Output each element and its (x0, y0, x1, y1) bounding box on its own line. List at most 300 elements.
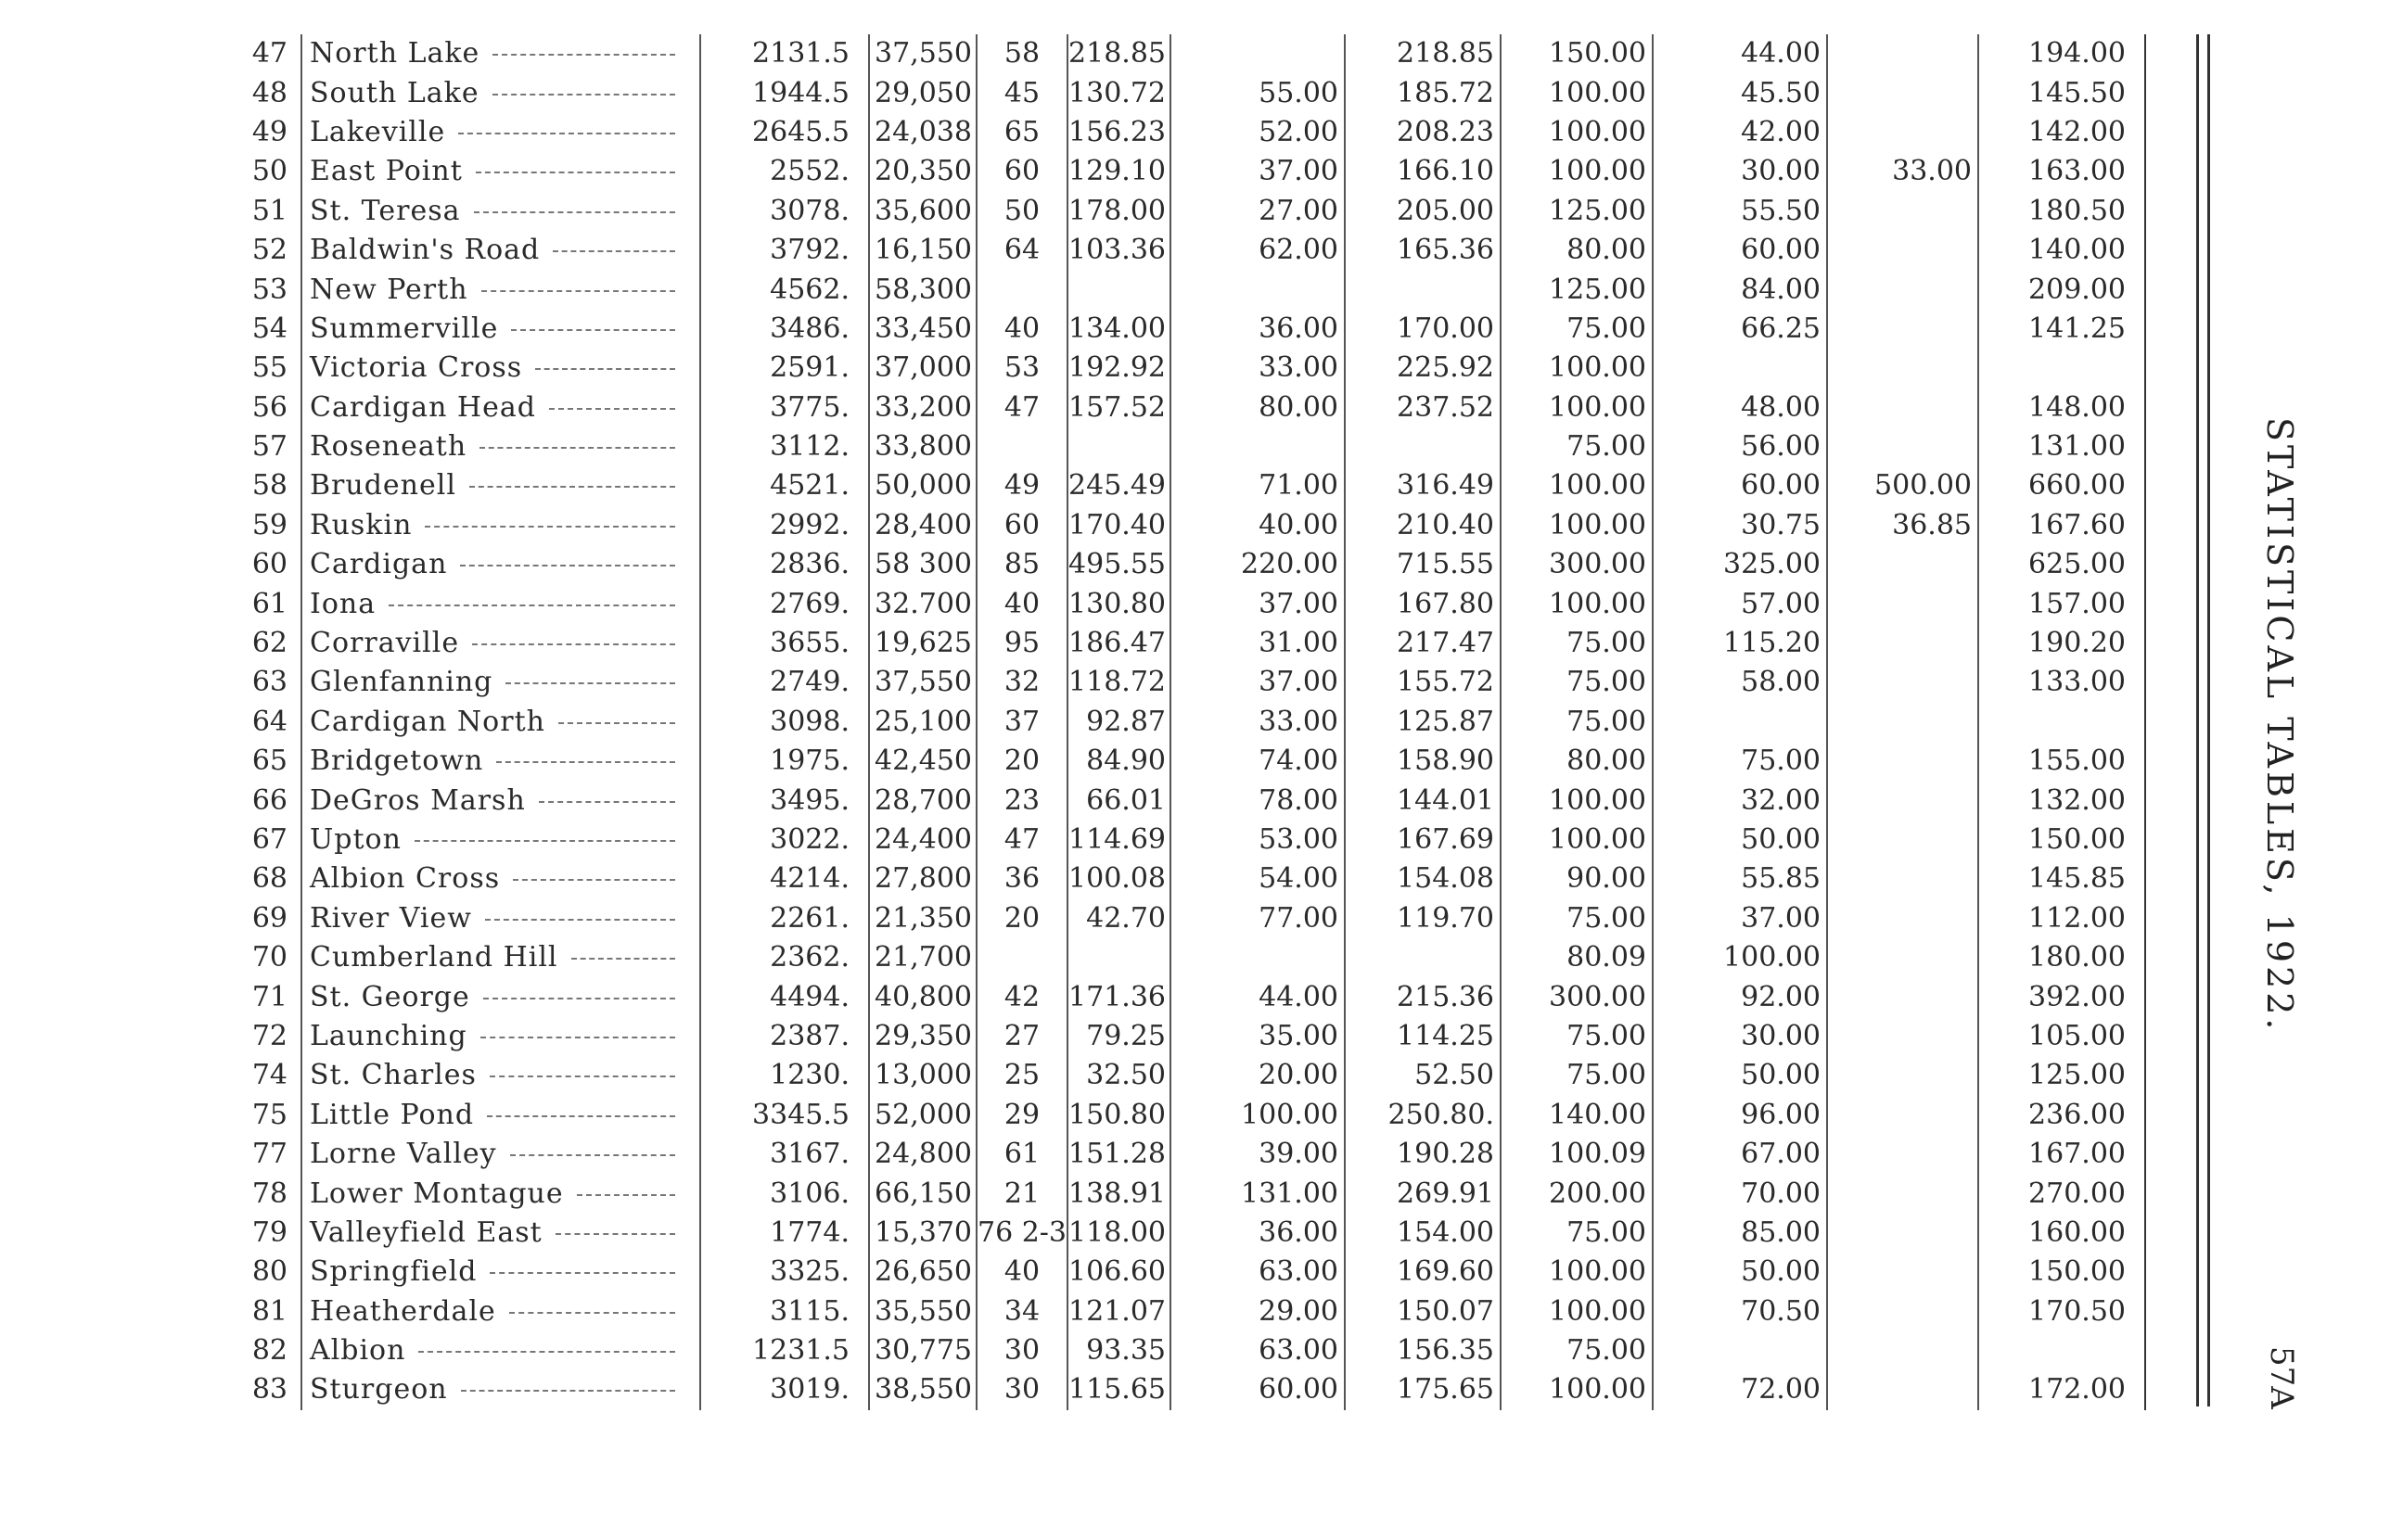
dot-leader (418, 1351, 675, 1353)
col-supplement: 70.00 (1653, 1174, 1827, 1213)
district-name-text: New Perth (310, 273, 468, 306)
col-acres: 2591. (700, 349, 869, 388)
table-row (213, 270, 2145, 309)
dot-leader (460, 565, 675, 566)
col-supplement: 67.00 (1653, 1135, 1827, 1174)
col-rate: 20 (977, 899, 1067, 938)
district-name (301, 821, 700, 859)
col-total-paid: 145.50 (1978, 73, 2145, 112)
col-acres: 1230. (700, 1056, 869, 1095)
row-number: 65 (251, 745, 288, 778)
col-other (1827, 310, 1978, 349)
col-rate: 47 (977, 388, 1067, 427)
district-name-text: Cardigan (310, 548, 448, 581)
col-grant: 62.00 (1170, 231, 1345, 270)
district-name (301, 1292, 700, 1331)
col-acres: 3098. (700, 703, 869, 742)
table-row (213, 1056, 2145, 1095)
table-row (213, 1253, 2145, 1292)
col-other (1827, 821, 1978, 859)
col-total-paid: 141.25 (1978, 310, 2145, 349)
district-name (301, 1214, 700, 1253)
table-row (213, 466, 2145, 505)
district-name-text: Iona (310, 587, 377, 620)
dot-leader (474, 211, 675, 213)
col-other (1827, 1056, 1978, 1095)
col-rate: 53 (977, 349, 1067, 388)
district-name (301, 73, 700, 112)
table-row (213, 34, 2145, 73)
col-total: 166.10 (1345, 152, 1501, 191)
col-total-paid: 112.00 (1978, 899, 2145, 938)
col-other (1827, 270, 1978, 309)
col-other (1827, 977, 1978, 1016)
col-tax: 118.00 (1067, 1214, 1170, 1253)
col-supplement: 48.00 (1653, 388, 1827, 427)
col-acres: 1774. (700, 1214, 869, 1253)
row-number: 47 (251, 37, 288, 70)
col-assessment: 33,800 (869, 427, 977, 466)
col-total (1345, 427, 1501, 466)
col-total: 205.00 (1345, 192, 1501, 231)
district-name-text: River View (310, 901, 472, 935)
col-supplement: 50.00 (1653, 1056, 1827, 1095)
col-tax: 171.36 (1067, 977, 1170, 1016)
col-tax: 186.47 (1067, 624, 1170, 663)
col-rate: 36 (977, 859, 1067, 898)
dot-leader (556, 1233, 675, 1235)
col-rate: 61 (977, 1135, 1067, 1174)
dot-leader (490, 1075, 675, 1077)
col-tax: 93.35 (1067, 1331, 1170, 1370)
col-tax: 84.90 (1067, 742, 1170, 781)
district-name (301, 270, 700, 309)
col-total: 208.23 (1345, 113, 1501, 152)
col-salary: 100.09 (1501, 1135, 1653, 1174)
table-row (213, 1135, 2145, 1174)
district-name-text: Brudenell (310, 469, 456, 503)
dot-leader (461, 1390, 675, 1392)
col-grant: 35.00 (1170, 1017, 1345, 1056)
district-name-text: Victoria Cross (310, 351, 523, 385)
col-acres: 4521. (700, 466, 869, 505)
col-supplement: 92.00 (1653, 977, 1827, 1016)
col-assessment: 35,550 (869, 1292, 977, 1331)
dot-leader (510, 1154, 675, 1156)
col-other (1827, 1214, 1978, 1253)
col-assessment: 28,400 (869, 506, 977, 545)
col-salary: 80.00 (1501, 742, 1653, 781)
col-assessment: 40,800 (869, 977, 977, 1016)
col-other (1827, 192, 1978, 231)
col-grant (1170, 427, 1345, 466)
col-other: 500.00 (1827, 466, 1978, 505)
col-total-paid: 190.20 (1978, 624, 2145, 663)
district-name (301, 1174, 700, 1213)
row-number: 50 (251, 155, 288, 188)
col-other (1827, 1370, 1978, 1409)
col-grant: 37.00 (1170, 584, 1345, 623)
col-rate: 76 2-3 (977, 1214, 1067, 1253)
col-total-paid: 160.00 (1978, 1214, 2145, 1253)
district-name (301, 742, 700, 781)
dot-leader (539, 801, 675, 803)
dot-leader (549, 408, 675, 410)
col-total-paid: 105.00 (1978, 1017, 2145, 1056)
col-tax: 218.85 (1067, 34, 1170, 73)
row-number: 54 (251, 312, 288, 345)
district-name (301, 663, 700, 702)
col-grant: 36.00 (1170, 1214, 1345, 1253)
col-tax: 92.87 (1067, 703, 1170, 742)
row-number: 79 (251, 1215, 288, 1249)
row-number: 83 (251, 1373, 288, 1406)
district-name (301, 938, 700, 977)
col-supplement: 56.00 (1653, 427, 1827, 466)
col-grant: 39.00 (1170, 1135, 1345, 1174)
col-rate: 29 (977, 1096, 1067, 1135)
district-name-text: Lakeville (310, 115, 446, 148)
district-name (301, 1096, 700, 1135)
col-tax: 138.91 (1067, 1174, 1170, 1213)
col-acres: 3019. (700, 1370, 869, 1409)
col-total: 217.47 (1345, 624, 1501, 663)
col-supplement: 42.00 (1653, 113, 1827, 152)
col-rate: 50 (977, 192, 1067, 231)
col-supplement: 70.50 (1653, 1292, 1827, 1331)
dot-leader (389, 605, 675, 606)
table-row (213, 152, 2145, 191)
row-number: 81 (251, 1294, 288, 1328)
col-supplement: 30.00 (1653, 1017, 1827, 1056)
col-total-paid: 209.00 (1978, 270, 2145, 309)
col-grant: 54.00 (1170, 859, 1345, 898)
table-row (213, 624, 2145, 663)
dot-leader (469, 486, 675, 488)
col-other (1827, 742, 1978, 781)
col-total: 154.08 (1345, 859, 1501, 898)
col-total-paid: 125.00 (1978, 1056, 2145, 1095)
col-assessment: 20,350 (869, 152, 977, 191)
col-grant: 37.00 (1170, 663, 1345, 702)
col-rate (977, 427, 1067, 466)
district-name-text: Baldwin's Road (310, 234, 541, 267)
col-salary: 100.00 (1501, 388, 1653, 427)
col-total-paid: 150.00 (1978, 1253, 2145, 1292)
col-supplement (1653, 349, 1827, 388)
col-rate: 47 (977, 821, 1067, 859)
col-other (1827, 1174, 1978, 1213)
col-assessment: 32.700 (869, 584, 977, 623)
dot-leader (535, 368, 675, 370)
district-name-text: Sturgeon (310, 1373, 448, 1406)
side-header: STATISTICAL TABLES, 1922. (2259, 417, 2300, 1034)
col-rate: 60 (977, 152, 1067, 191)
col-salary: 75.00 (1501, 310, 1653, 349)
statistics-table-body (213, 34, 2145, 1410)
district-name (301, 152, 700, 191)
col-acres: 1231.5 (700, 1331, 869, 1370)
col-total: 250.80. (1345, 1096, 1501, 1135)
col-tax: 115.65 (1067, 1370, 1170, 1409)
page-number: 57A (2263, 1346, 2300, 1409)
col-total-paid: 131.00 (1978, 427, 2145, 466)
district-name (301, 899, 700, 938)
col-other (1827, 73, 1978, 112)
col-total: 169.60 (1345, 1253, 1501, 1292)
col-other (1827, 899, 1978, 938)
col-acres: 4494. (700, 977, 869, 1016)
col-tax: 79.25 (1067, 1017, 1170, 1056)
col-supplement (1653, 1331, 1827, 1370)
col-other: 36.85 (1827, 506, 1978, 545)
col-acres: 3022. (700, 821, 869, 859)
row-number: 74 (251, 1059, 288, 1092)
col-supplement (1653, 703, 1827, 742)
table-row (213, 113, 2145, 152)
col-grant: 78.00 (1170, 781, 1345, 820)
col-total: 125.87 (1345, 703, 1501, 742)
col-acres: 2836. (700, 545, 869, 584)
col-grant: 60.00 (1170, 1370, 1345, 1409)
col-salary: 140.00 (1501, 1096, 1653, 1135)
dot-leader (487, 1115, 675, 1117)
col-supplement: 85.00 (1653, 1214, 1827, 1253)
col-tax: 134.00 (1067, 310, 1170, 349)
col-total-paid: 140.00 (1978, 231, 2145, 270)
row-number: 48 (251, 76, 288, 109)
col-rate: 64 (977, 231, 1067, 270)
col-total (1345, 938, 1501, 977)
col-rate: 40 (977, 1253, 1067, 1292)
col-acres: 2769. (700, 584, 869, 623)
col-grant (1170, 938, 1345, 977)
district-name (301, 1370, 700, 1409)
district-name-text: Albion Cross (310, 862, 501, 896)
col-salary: 75.00 (1501, 1056, 1653, 1095)
col-total: 316.49 (1345, 466, 1501, 505)
col-acres: 3325. (700, 1253, 869, 1292)
row-number: 82 (251, 1334, 288, 1368)
district-name-text: St. Charles (310, 1059, 477, 1092)
table-row (213, 1331, 2145, 1370)
col-grant: 20.00 (1170, 1056, 1345, 1095)
col-supplement: 30.75 (1653, 506, 1827, 545)
col-salary: 200.00 (1501, 1174, 1653, 1213)
col-tax: 192.92 (1067, 349, 1170, 388)
col-assessment: 52,000 (869, 1096, 977, 1135)
dot-leader (415, 840, 675, 842)
district-name-text: DeGros Marsh (310, 783, 526, 817)
col-grant (1170, 34, 1345, 73)
dot-leader (553, 250, 675, 252)
col-salary: 100.00 (1501, 506, 1653, 545)
col-grant: 53.00 (1170, 821, 1345, 859)
double-rule-left (2196, 34, 2199, 1406)
col-rate: 45 (977, 73, 1067, 112)
district-name (301, 1331, 700, 1370)
table-row (213, 742, 2145, 781)
col-supplement: 100.00 (1653, 938, 1827, 977)
district-name-text: Corraville (310, 627, 460, 660)
col-rate: 34 (977, 1292, 1067, 1331)
col-salary: 300.00 (1501, 545, 1653, 584)
col-total-paid (1978, 349, 2145, 388)
col-other (1827, 1292, 1978, 1331)
col-assessment: 28,700 (869, 781, 977, 820)
district-name-text: Cardigan North (310, 705, 545, 738)
col-supplement: 45.50 (1653, 73, 1827, 112)
col-acres: 4562. (700, 270, 869, 309)
col-acres: 1944.5 (700, 73, 869, 112)
col-supplement: 44.00 (1653, 34, 1827, 73)
table-row (213, 1017, 2145, 1056)
col-other (1827, 427, 1978, 466)
col-rate: 40 (977, 584, 1067, 623)
col-rate (977, 270, 1067, 309)
col-acres: 3345.5 (700, 1096, 869, 1135)
col-rate (977, 938, 1067, 977)
col-tax (1067, 427, 1170, 466)
district-name (301, 349, 700, 388)
col-tax: 121.07 (1067, 1292, 1170, 1331)
col-tax: 156.23 (1067, 113, 1170, 152)
dot-leader (511, 329, 675, 331)
district-name (301, 466, 700, 505)
dot-leader (480, 1037, 675, 1038)
row-number: 62 (251, 627, 288, 660)
col-salary: 100.00 (1501, 349, 1653, 388)
col-salary: 75.00 (1501, 663, 1653, 702)
district-name (301, 977, 700, 1016)
row-number: 66 (251, 783, 288, 817)
row-number: 64 (251, 705, 288, 738)
statistics-table (213, 34, 2146, 1410)
col-grant: 36.00 (1170, 310, 1345, 349)
district-name (301, 1253, 700, 1292)
col-total: 210.40 (1345, 506, 1501, 545)
col-grant: 29.00 (1170, 1292, 1345, 1331)
dot-leader (490, 1272, 675, 1274)
col-other (1827, 1331, 1978, 1370)
col-supplement: 57.00 (1653, 584, 1827, 623)
col-grant: 37.00 (1170, 152, 1345, 191)
col-rate: 37 (977, 703, 1067, 742)
row-number: 70 (251, 941, 288, 974)
col-total (1345, 270, 1501, 309)
col-supplement: 325.00 (1653, 545, 1827, 584)
col-total-paid: 170.50 (1978, 1292, 2145, 1331)
district-name (301, 1135, 700, 1174)
row-number: 55 (251, 351, 288, 385)
row-number: 72 (251, 1019, 288, 1052)
col-total-paid: 155.00 (1978, 742, 2145, 781)
table-row (213, 977, 2145, 1016)
col-total: 175.65 (1345, 1370, 1501, 1409)
district-name-text: Ruskin (310, 508, 413, 541)
col-tax: 42.70 (1067, 899, 1170, 938)
col-grant: 100.00 (1170, 1096, 1345, 1135)
col-other (1827, 584, 1978, 623)
col-tax: 150.80 (1067, 1096, 1170, 1135)
col-rate: 85 (977, 545, 1067, 584)
row-number: 57 (251, 430, 288, 464)
row-number: 53 (251, 273, 288, 306)
col-salary: 100.00 (1501, 584, 1653, 623)
col-total-paid: 157.00 (1978, 584, 2145, 623)
table-row (213, 899, 2145, 938)
col-acres: 2645.5 (700, 113, 869, 152)
col-tax: 32.50 (1067, 1056, 1170, 1095)
col-supplement: 58.00 (1653, 663, 1827, 702)
col-salary: 100.00 (1501, 1292, 1653, 1331)
col-total: 156.35 (1345, 1331, 1501, 1370)
col-other (1827, 703, 1978, 742)
col-salary: 100.00 (1501, 821, 1653, 859)
col-acres: 3775. (700, 388, 869, 427)
col-salary: 300.00 (1501, 977, 1653, 1016)
col-tax (1067, 938, 1170, 977)
col-total: 170.00 (1345, 310, 1501, 349)
district-name-text: Launching (310, 1019, 467, 1052)
col-rate: 21 (977, 1174, 1067, 1213)
col-total: 144.01 (1345, 781, 1501, 820)
col-other (1827, 388, 1978, 427)
col-total: 150.07 (1345, 1292, 1501, 1331)
col-tax: 114.69 (1067, 821, 1170, 859)
col-acres: 3115. (700, 1292, 869, 1331)
district-name-text: Little Pond (310, 1098, 475, 1131)
col-total-paid: 167.60 (1978, 506, 2145, 545)
col-acres: 2362. (700, 938, 869, 977)
row-number: 67 (251, 823, 288, 856)
col-grant: 63.00 (1170, 1331, 1345, 1370)
col-supplement: 60.00 (1653, 466, 1827, 505)
row-number: 78 (251, 1177, 288, 1210)
col-assessment: 66,150 (869, 1174, 977, 1213)
col-total-paid (1978, 703, 2145, 742)
table-row (213, 349, 2145, 388)
table-row (213, 859, 2145, 898)
col-rate: 25 (977, 1056, 1067, 1095)
col-salary: 75.00 (1501, 703, 1653, 742)
col-salary: 80.09 (1501, 938, 1653, 977)
col-other (1827, 1096, 1978, 1135)
dot-leader (558, 722, 675, 724)
col-salary: 90.00 (1501, 859, 1653, 898)
col-total-paid: 625.00 (1978, 545, 2145, 584)
district-name-text: St. George (310, 980, 470, 1013)
row-number: 68 (251, 862, 288, 896)
col-acres: 1975. (700, 742, 869, 781)
col-assessment: 38,550 (869, 1370, 977, 1409)
row-number: 49 (251, 115, 288, 148)
table-row (213, 73, 2145, 112)
dot-leader (513, 879, 675, 881)
col-tax: 118.72 (1067, 663, 1170, 702)
col-acres: 3167. (700, 1135, 869, 1174)
table-row (213, 1214, 2145, 1253)
dot-leader (458, 133, 675, 134)
col-tax: 495.55 (1067, 545, 1170, 584)
col-grant: 63.00 (1170, 1253, 1345, 1292)
col-grant: 131.00 (1170, 1174, 1345, 1213)
col-acres: 2992. (700, 506, 869, 545)
table-row (213, 584, 2145, 623)
col-acres: 3112. (700, 427, 869, 466)
col-assessment: 25,100 (869, 703, 977, 742)
dot-leader (483, 998, 675, 999)
